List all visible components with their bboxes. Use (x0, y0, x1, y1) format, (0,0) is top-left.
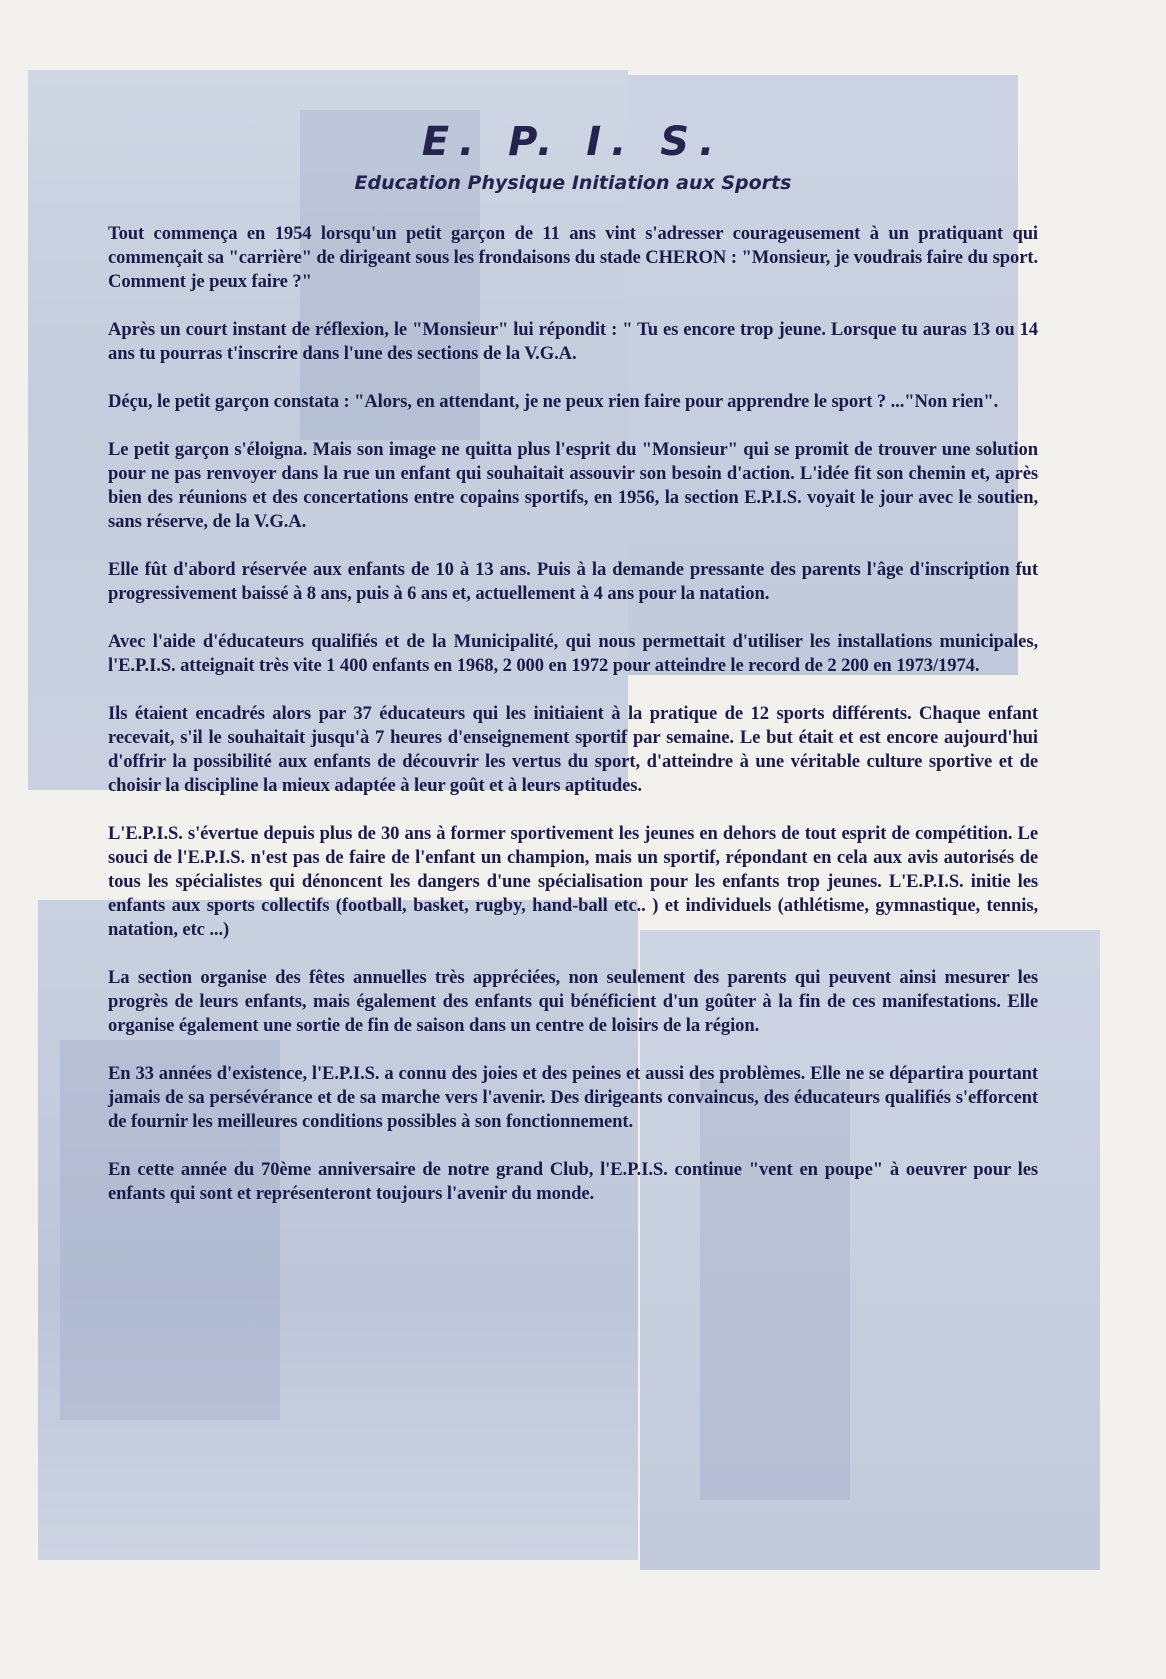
paragraph: L'E.P.I.S. s'évertue depuis plus de 30 ans à former sportivement les jeunes en dehors de tout esprit de compétition. Le souci de l'E.P.I.S. n'est pas de faire de l'enfant un champion, mais un sportif, répondant en cela aux avis autorisés de tous les spécialistes qui dénoncent les dangers d'une spécialisation pour les enfants trop jeunes. L'E.P.I.S. initie les enfants aux sports collectifs (football, basket, rugby, hand-ball etc.. ) et individuels (athlétisme, gymnastique, tennis, natation, etc ...) (108, 823, 1038, 940)
paragraph: Déçu, le petit garçon constata : "Alors, en attendant, je ne peux rien faire pour apprendre le sport ? ..."Non rien". (108, 391, 999, 412)
page-title: E. P. I. S. (421, 119, 725, 165)
paragraph: En 33 années d'existence, l'E.P.I.S. a connu des joies et des peines et aussi des problèmes. Elle ne se départira pourtant jamais de sa persévérance et de sa marche vers l'avenir. Des dirigeants convaincus, des éducateurs qualifiés s'efforcent de fournir les meilleures conditions possibles à son fonctionnement. (108, 1063, 1038, 1132)
article (108, 118, 1038, 1230)
page-subtitle: Education Physique Initiation aux Sports (354, 172, 792, 194)
paragraph: Ils étaient encadrés alors par 37 éducateurs qui les initiaient à la pratique de 12 sports différents. Chaque enfant recevait, s'il le souhaitait jusqu'à 7 heures d'enseignement sportif par semaine. Le but était et est encore aujourd'hui d'offrir la possibilité aux enfants de découvrir les vertus du sport, d'atteindre à une véritable culture sportive et de choisir la discipline la mieux adaptée à leur goût et à leurs aptitudes. (108, 703, 1038, 796)
paragraph: La section organise des fêtes annuelles très appréciées, non seulement des parents qui peuvent ainsi mesurer les progrès de leurs enfants, mais également des enfants qui bénéficient d'un goûter à la fin de ces manifestations. Elle organise également une sortie de fin de saison dans un centre de loisirs de la région. (108, 967, 1038, 1036)
paragraph: Tout commença en 1954 lorsqu'un petit garçon de 11 ans vint s'adresser courageusement à un pratiquant qui commençait sa "carrière" de dirigeant sous les frondaisons du stade CHERON : "Monsieur, je voudrais faire du sport. Comment je peux faire ?" (108, 223, 1038, 292)
paragraph: Le petit garçon s'éloigna. Mais son image ne quitta plus l'esprit du "Monsieur" qui se promit de trouver une solution pour ne pas renvoyer dans la rue un enfant qui souhaitait assouvir son besoin d'action. L'idée fit son chemin et, après bien des réunions et des concertations entre copains sportifs, en 1956, la section E.P.I.S. voyait le jour avec le soutien, sans réserve, de la V.G.A. (108, 439, 1038, 532)
paragraph: En cette année du 70ème anniversaire de notre grand Club, l'E.P.I.S. continue "vent en poupe" à oeuvrer pour les enfants qui sont et représenteront toujours l'avenir du monde. (108, 1159, 1038, 1204)
paragraph: Après un court instant de réflexion, le "Monsieur" lui répondit : " Tu es encore trop jeune. Lorsque tu auras 13 ou 14 ans tu pourras t'inscrire dans l'une des sections de la V.G.A. (108, 319, 1038, 364)
paragraph: Avec l'aide d'éducateurs qualifiés et de la Municipalité, qui nous permettait d'utiliser les installations municipales, l'E.P.I.S. atteignait très vite 1 400 enfants en 1968, 2 000 en 1972 pour atteindre le record de 2 200 en 1973/1974. (108, 631, 1038, 676)
paragraph: Elle fût d'abord réservée aux enfants de 10 à 13 ans. Puis à la demande pressante des parents l'âge d'inscription fut progressivement baissé à 8 ans, puis à 6 ans et, actuellement à 4 ans pour la natation. (108, 559, 1038, 604)
